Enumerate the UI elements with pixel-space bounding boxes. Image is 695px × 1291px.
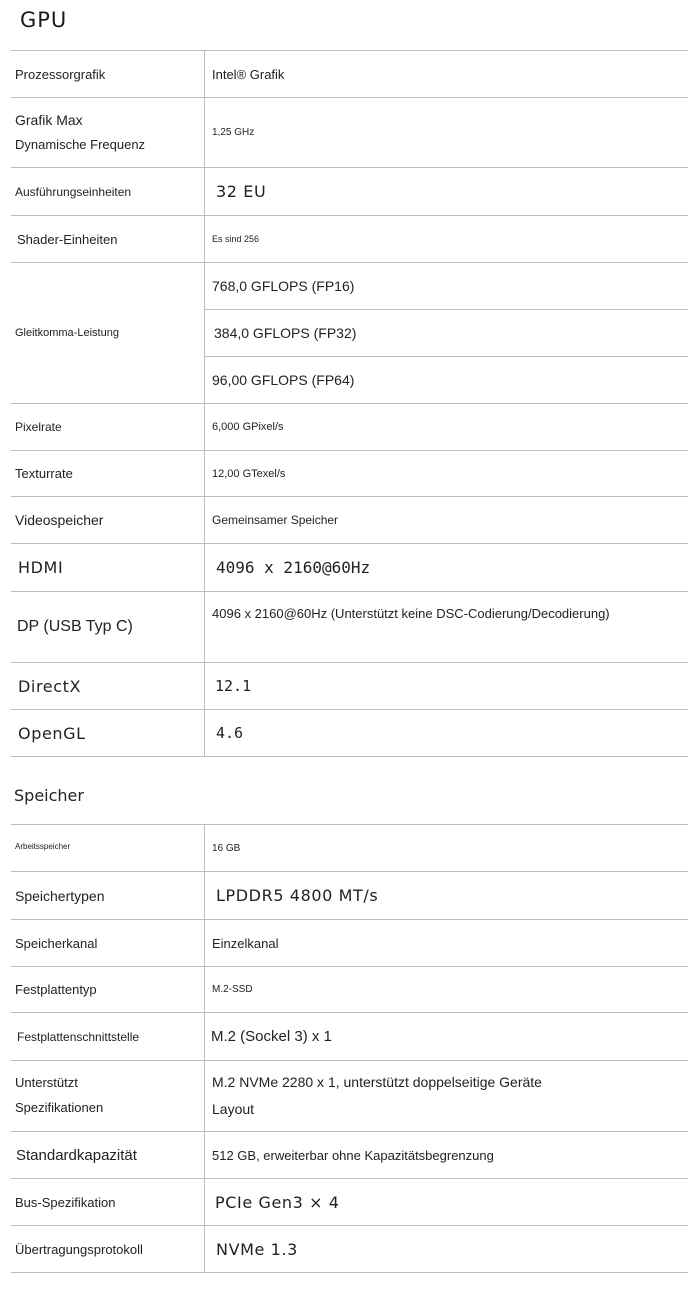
table-row [11,404,688,451]
table-row [11,98,688,168]
spec-value: 12.1 [215,677,252,695]
table-row [11,967,688,1013]
table-row [11,920,688,967]
spec-value: Intel® Grafik [212,66,285,82]
spec-value: 96,00 GFLOPS (FP64) [205,356,688,403]
spec-value: 4096 x 2160@60Hz (Unterstützt keine DSC-Codierung/Decodierung) [212,606,610,621]
spec-label: DP (USB Typ C) [11,592,205,662]
table-row [11,1132,688,1179]
spec-value: M.2 (Sockel 3) x 1 [211,1028,332,1045]
memory-spec-table [11,824,688,1273]
spec-value [205,1061,688,1131]
spec-value: PCIe Gen3 × 4 [215,1192,340,1212]
spec-value: 384,0 GFLOPS (FP32) [205,309,688,356]
spec-value: NVMe 1.3 [216,1239,298,1259]
spec-label: DirectX [11,663,205,709]
spec-value: 4.6 [216,724,244,742]
spec-value: 12,00 GTexel/s [212,467,286,480]
spec-value-line: M.2 NVMe 2280 x 1, unterstützt doppelseitige Geräte [212,1074,542,1091]
spec-label: Festplattentyp [11,967,205,1012]
spec-value: 4096 x 2160@60Hz [216,558,371,577]
spec-label: OpenGL [11,710,205,756]
table-row [11,263,688,404]
spec-label: Shader-Einheiten [11,216,205,262]
gpu-spec-table [11,50,688,757]
table-row [11,216,688,263]
spec-label [11,1061,205,1131]
spec-value: 16 GB [212,842,241,854]
spec-label-line: Spezifikationen [15,1100,104,1115]
table-row [11,872,688,920]
spec-label: Übertragungsprotokoll [11,1226,205,1272]
table-row [11,825,688,872]
spec-label [11,98,205,167]
table-row [11,710,688,757]
spec-value: 512 GB, erweiterbar ohne Kapazitätsbegrenzung [212,1147,494,1163]
table-row [11,51,688,98]
spec-value: LPDDR5 4800 MT/s [216,886,379,905]
table-row [11,592,688,663]
spec-label: Videospeicher [11,497,205,543]
table-row [11,544,688,592]
spec-label: Arbeitsspeicher [11,825,205,871]
spec-label: Pixelrate [11,404,205,450]
spec-label: Ausführungseinheiten [11,168,205,215]
spec-label: Prozessorgrafik [11,51,205,97]
spec-value: 768,0 GFLOPS (FP16) [212,278,355,294]
spec-label: Standardkapazität [11,1132,205,1178]
spec-value: M.2-SSD [212,984,253,995]
spec-label: Bus-Spezifikation [11,1179,205,1225]
gpu-section-title: GPU [20,8,68,32]
spec-label: HDMI [11,544,205,591]
spec-value: 1,25 GHz [212,127,255,138]
spec-label: Speichertypen [11,872,205,919]
spec-value: 32 EU [216,182,267,201]
table-row [11,663,688,710]
spec-label-line: Dynamische Frequenz [15,137,146,153]
table-row [11,497,688,544]
spec-label: Festplattenschnittstelle [11,1013,205,1060]
table-row [11,451,688,497]
spec-label: Texturrate [11,451,205,496]
spec-label: Speicherkanal [11,920,205,966]
spec-value: Gemeinsamer Speicher [212,513,339,527]
table-row [11,1061,688,1132]
spec-label-line: Grafik Max [15,111,83,128]
table-row [11,1179,688,1226]
table-row [11,168,688,216]
spec-value-line: Layout [212,1101,255,1117]
memory-section-title: Speicher [14,786,84,805]
table-row [11,1013,688,1061]
spec-value: 6,000 GPixel/s [212,421,284,433]
table-row [11,1226,688,1273]
spec-label-line: Unterstützt [15,1075,78,1091]
spec-value: Einzelkanal [212,935,279,951]
spec-value: Es sind 256 [212,234,260,244]
spec-label: Gleitkomma-Leistung [11,263,205,403]
